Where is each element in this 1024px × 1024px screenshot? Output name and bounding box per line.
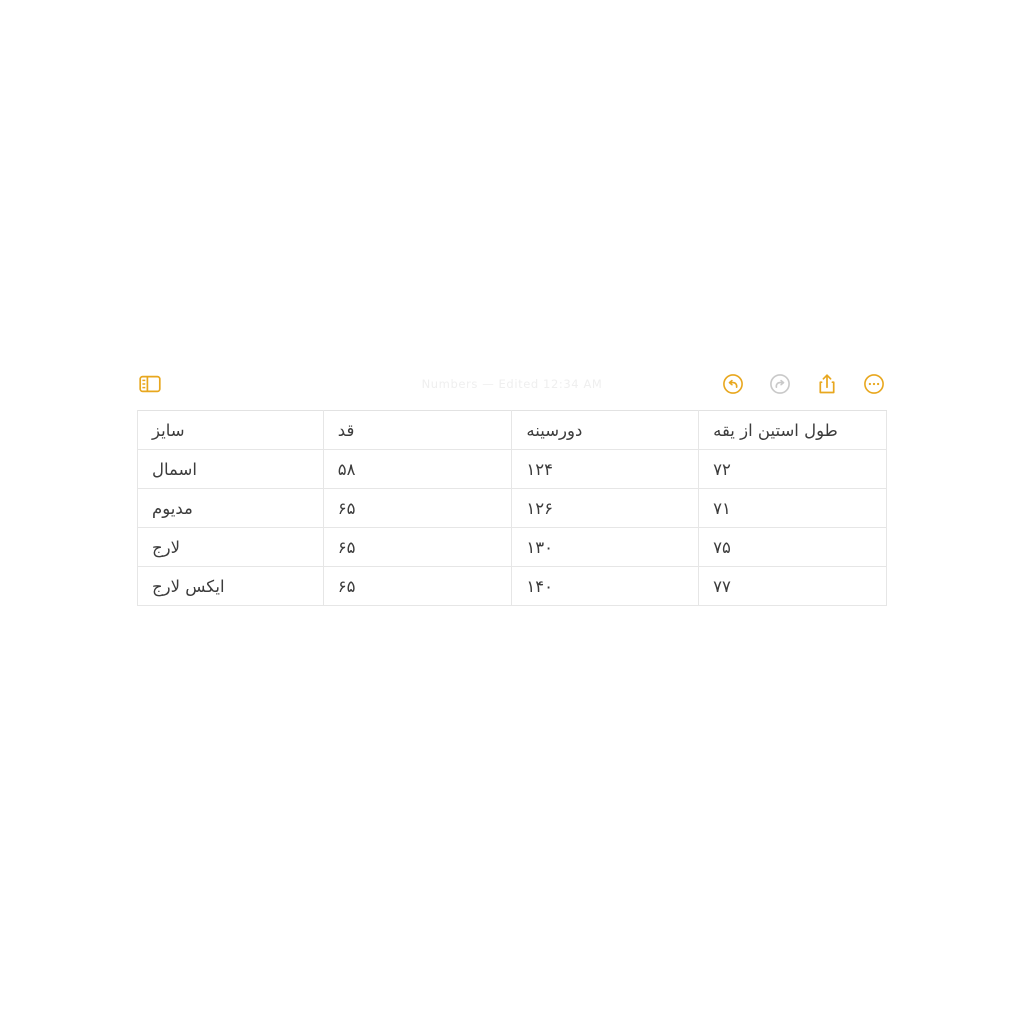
table-row[interactable]: [138, 567, 887, 606]
toolbar-left-group: [137, 371, 163, 397]
more-options-icon[interactable]: [861, 371, 887, 397]
cell-sleeve[interactable]: ۷۷: [699, 567, 887, 606]
cell-chest[interactable]: ۱۳۰: [512, 528, 699, 567]
table-header-row[interactable]: [138, 411, 887, 450]
cell-size[interactable]: مدیوم: [138, 489, 324, 528]
cell-size[interactable]: لارج: [138, 528, 324, 567]
header-cell-size[interactable]: سایز: [138, 411, 324, 450]
table-row[interactable]: [138, 450, 887, 489]
cell-size[interactable]: اسمال: [138, 450, 324, 489]
size-chart-table[interactable]: [137, 410, 887, 606]
cell-sleeve[interactable]: ۷۵: [699, 528, 887, 567]
cell-length[interactable]: ۶۵: [323, 489, 512, 528]
document-title: Numbers — Edited 12:34 AM: [421, 377, 603, 391]
header-cell-sleeve[interactable]: طول استین از یقه: [699, 411, 887, 450]
redo-button[interactable]: [767, 371, 793, 397]
cell-chest[interactable]: ۱۴۰: [512, 567, 699, 606]
cell-sleeve[interactable]: ۷۱: [699, 489, 887, 528]
cell-chest[interactable]: ۱۲۶: [512, 489, 699, 528]
cell-chest[interactable]: ۱۲۴: [512, 450, 699, 489]
sidebar-toggle-button[interactable]: [137, 371, 163, 397]
table-row[interactable]: [138, 528, 887, 567]
share-icon[interactable]: [814, 371, 840, 397]
table-row[interactable]: [138, 489, 887, 528]
document-toolbar: [137, 366, 887, 402]
cell-size[interactable]: ایکس لارج: [138, 567, 324, 606]
cell-sleeve[interactable]: ۷۲: [699, 450, 887, 489]
cell-length[interactable]: ۶۵: [323, 528, 512, 567]
undo-button[interactable]: [720, 371, 746, 397]
toolbar-right-group: [720, 371, 887, 397]
cell-length[interactable]: ۶۵: [323, 567, 512, 606]
header-cell-length[interactable]: قد: [323, 411, 512, 450]
cell-length[interactable]: ۵۸: [323, 450, 512, 489]
table-body: [138, 411, 887, 606]
header-cell-chest[interactable]: دورسینه: [512, 411, 699, 450]
